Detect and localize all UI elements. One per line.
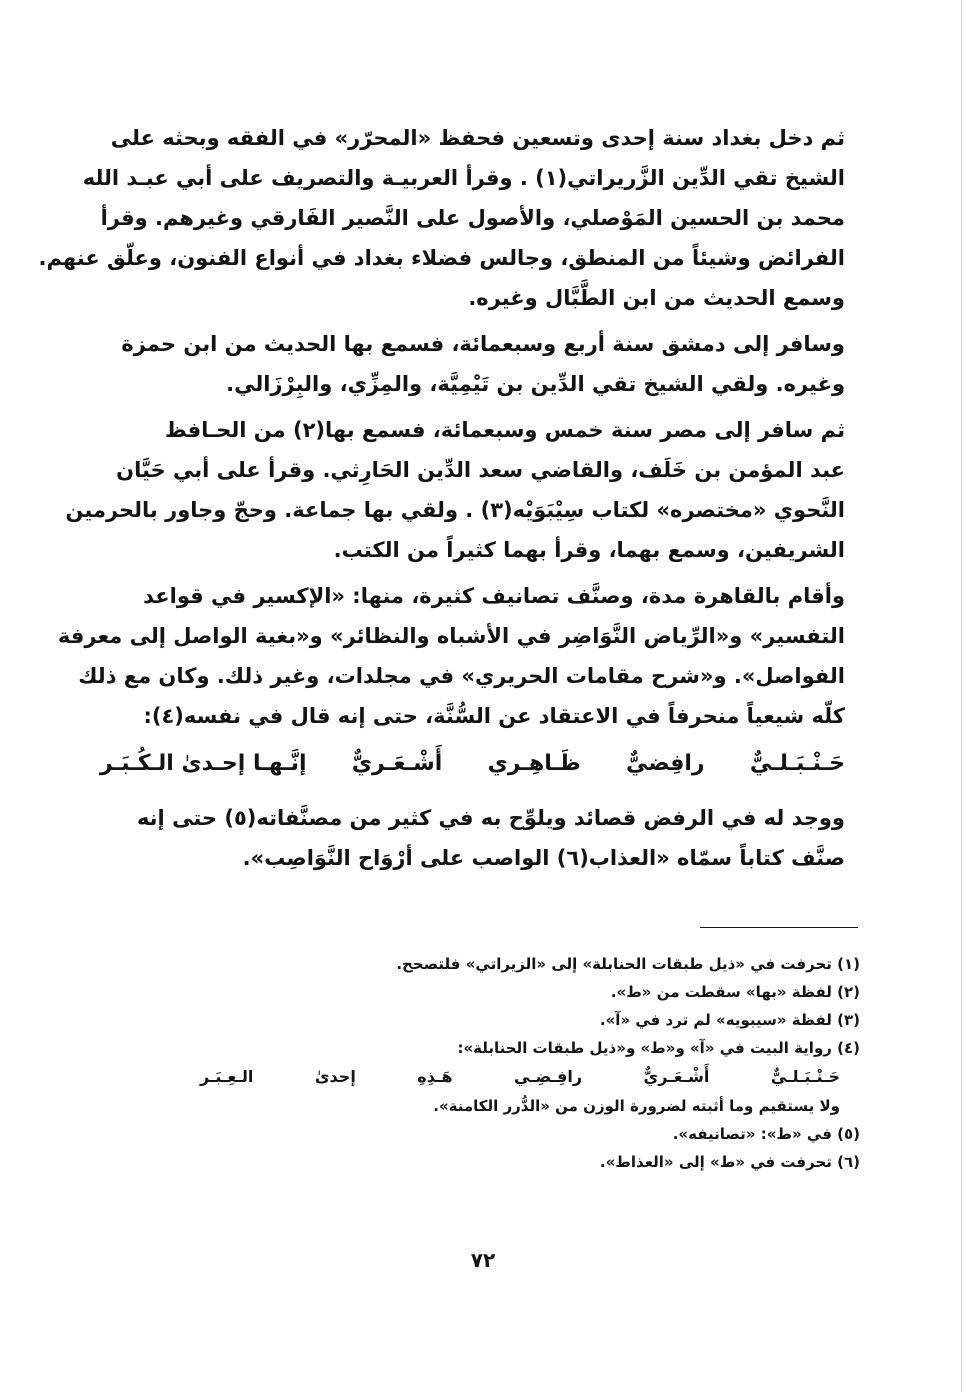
verse-word: أَشْـعَـريٌّ xyxy=(351,751,443,776)
paragraph xyxy=(65,410,845,570)
footnote: (٢) لفظة «بها» سقطت من «ط». xyxy=(610,983,860,1001)
text-line: ثم سافر إلى مصر سنة خمس وسبعمائة، فسمع بها(٢) من الحـافظ xyxy=(164,418,845,442)
text-line: الفرائض وشيئاً من المنطق، وجالس فضلاء بغداد في أنواع الفنون، وعلّق عنهم. xyxy=(38,246,845,270)
verse-word: هَـذِهِ xyxy=(417,1067,453,1086)
verse-word: أَشْـعَـريٌّ xyxy=(643,1067,710,1086)
text-line: ووجد له في الرفض قصائد ويلوِّح به في كثير من مصنَّفاته(٥) حتى إنه xyxy=(136,806,845,830)
text-line: كلّه شيعياً منحرفاً في الاعتقاد عن السُّنَّة، حتى إنه قال في نفسه(٤): xyxy=(143,704,845,728)
text-line: التفسير» و«الرِّياض النَّوَاضِر في الأشباه والنظائر» و«بغية الواصل إلى معرفة xyxy=(57,624,845,648)
footnote: (٤) رواية البيت في «آ» و«ط» و«ذيل طبقات الحنابلة»: xyxy=(457,1039,860,1057)
verse-word: إنَّـهـا إحـدىٰ الـكُـبَـر xyxy=(100,751,307,776)
text-line: وأقام بالقاهرة مدة، وصنَّف تصانيف كثيرة، منها: «الإكسير في قواعد xyxy=(143,584,845,608)
verse-word: حَـنْـبَـلـيٌّ xyxy=(749,751,845,776)
verse-word: ظَـاهِـري xyxy=(487,751,581,776)
footnote: (١) تحرفت في «ذيل طبقات الحنابلة» إلى «الزيراتي» فلتصحح. xyxy=(396,955,860,973)
page-number: ٧٢ xyxy=(470,1248,496,1272)
verse-word: رافِـضِـي xyxy=(514,1067,583,1086)
text-line: ثم دخل بغداد سنة إحدى وتسعين فحفظ «المحرّر» في الفقه وبحثه على xyxy=(110,126,845,150)
verse-word: إحدىٰ xyxy=(314,1067,356,1086)
text-line: عبد المؤمن بن خَلَف، والقاضي سعد الدِّين الحَارِثي. وقرأ على أبي حَيَّان xyxy=(116,458,845,482)
text-line: صنَّف كتاباً سمّاه «العذاب(٦) الواصب على أرْوَاح النَّوَاصِب». xyxy=(242,846,845,870)
footnote-note: ولا يستقيم وما أثبته لضرورة الوزن من «الدُّرر الكامنة». xyxy=(433,1097,840,1115)
footnote-separator xyxy=(700,927,858,928)
paragraph xyxy=(100,324,845,404)
verse-word: الـعِـبَـر xyxy=(200,1067,254,1086)
footnote: (٥) في «ط»: «تصانيفه». xyxy=(672,1125,860,1143)
text-line: النَّحوي «مختصره» لكتاب سِيْبَوَيْه(٣) . ولقي بها جماعة. وحجّ وجاور بالحرمين xyxy=(65,498,845,522)
poetry-verse xyxy=(100,742,845,786)
footnotes xyxy=(140,950,860,1176)
text-line: محمد بن الحسين المَوْصلي، والأصول على النَّصير الفَارقي وغيرهم. وقرأ xyxy=(100,206,845,230)
text-line: الفواصل». و«شرح مقامات الحريري» في مجلدات، وغير ذلك. وكان مع ذلك xyxy=(78,664,845,688)
text-line: وسمع الحديث من ابن الطَّبَّال وغيره. xyxy=(468,286,845,310)
footnote-verse xyxy=(140,1062,860,1092)
footnote: (٣) لفظة «سيبويه» لم ترد في «آ». xyxy=(599,1011,860,1029)
verse-word: رافِضيٌّ xyxy=(626,751,705,776)
paragraph xyxy=(38,118,845,318)
text-line: وغيره. ولقي الشيخ تقي الدِّين بن تَيْمِيَّة، والمِزِّي، والبِرْزَالي. xyxy=(226,372,845,396)
text-line: الشريفين، وسمع بهما، وقرأ بهما كثيراً من الكتب. xyxy=(333,538,845,562)
footnote: (٦) تحرفت في «ط» إلى «العذاط». xyxy=(599,1153,860,1171)
paragraph xyxy=(100,798,845,878)
main-text xyxy=(38,118,845,884)
scan-edge-line xyxy=(961,0,962,1392)
text-line: الشيخ تقي الدِّين الزَّريراتي(١) . وقرأ العربيـة والتصريف على أبي عبـد الله xyxy=(82,166,845,190)
verse-word: حَـنْـبَـلـيٌّ xyxy=(770,1067,840,1086)
text-line: وسافر إلى دمشق سنة أربع وسبعمائة، فسمع بها الحديث من ابن حمزة xyxy=(121,332,845,356)
paragraph xyxy=(57,576,845,736)
